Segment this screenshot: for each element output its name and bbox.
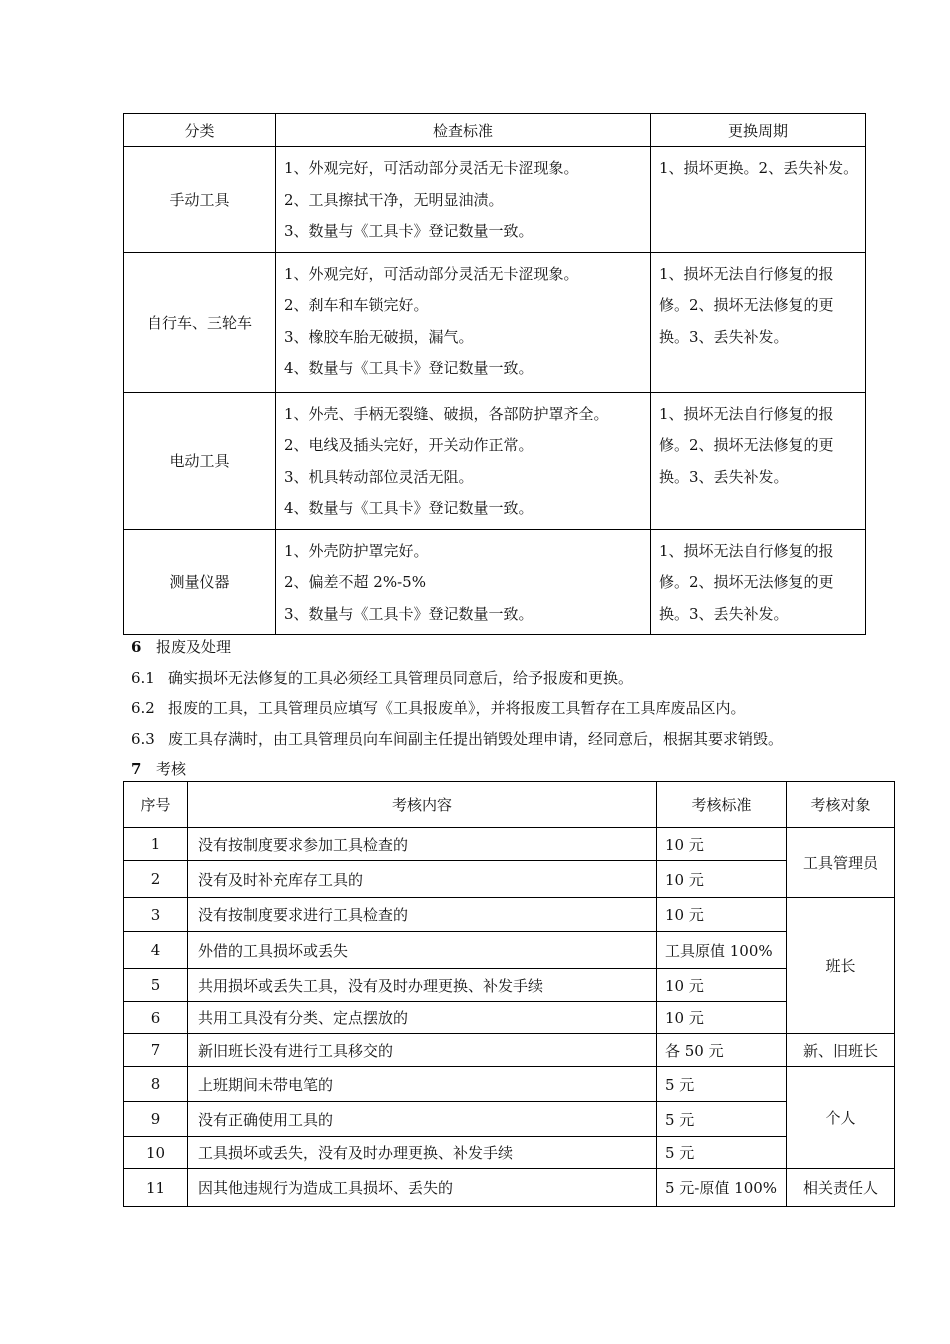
section-heading bbox=[131, 632, 871, 663]
assessment-table bbox=[123, 781, 895, 1207]
table-row bbox=[124, 1002, 895, 1034]
content-cell: 没有正确使用工具的 bbox=[188, 1102, 657, 1137]
clause-text: 报废的工具，工具管理员应填写《工具报废单》，并将报废工具暂存在工具库废品区内。 bbox=[168, 699, 746, 717]
cycle-line: 换。3、丢失补发。 bbox=[659, 604, 789, 623]
row-number: 2 bbox=[124, 861, 188, 898]
cycle-line: 换。3、丢失补发。 bbox=[659, 467, 789, 486]
standard-line: 1、外壳防护罩完好。 bbox=[284, 541, 429, 560]
standard-line: 3、数量与《工具卡》登记数量一致。 bbox=[284, 222, 534, 240]
standard-line: 1、外观完好，可活动部分灵活无卡涩现象。 bbox=[284, 159, 579, 177]
cycle-line: 1、损坏无法自行修复的报 bbox=[659, 541, 834, 560]
row-number: 7 bbox=[124, 1034, 188, 1067]
target-cell: 工具管理员 bbox=[787, 828, 895, 898]
cycle-cell bbox=[651, 252, 866, 392]
standard-line: 1、外观完好，可活动部分灵活无卡涩现象。 bbox=[284, 264, 579, 283]
cycle-line: 1、损坏更换。2、丢失补发。 bbox=[659, 159, 859, 177]
clause-number: 6.2 bbox=[131, 699, 155, 717]
standard-line: 4、数量与《工具卡》登记数量一致。 bbox=[284, 499, 534, 517]
table-row bbox=[124, 932, 895, 969]
cycle-cell bbox=[651, 529, 866, 635]
table-row bbox=[124, 1169, 895, 1207]
standard-cell: 10 元 bbox=[657, 898, 787, 932]
column-header: 更换周期 bbox=[651, 114, 866, 147]
category-cell: 测量仪器 bbox=[124, 529, 276, 635]
column-header: 分类 bbox=[124, 114, 276, 147]
section-title: 考核 bbox=[156, 760, 187, 778]
category-cell: 手动工具 bbox=[124, 147, 276, 253]
section-heading bbox=[131, 754, 871, 785]
target-cell: 班长 bbox=[787, 898, 895, 1034]
standard-cell: 10 元 bbox=[657, 969, 787, 1002]
cycle-cell bbox=[651, 392, 866, 529]
standard-cell: 5 元 bbox=[657, 1102, 787, 1137]
target-cell: 新、旧班长 bbox=[787, 1034, 895, 1067]
paragraph bbox=[131, 663, 871, 694]
standard-cell: 5 元-原值 100% bbox=[657, 1169, 787, 1207]
cycle-line: 换。3、丢失补发。 bbox=[659, 327, 789, 346]
scrap-section bbox=[131, 632, 871, 785]
table-header-row bbox=[124, 114, 866, 147]
table-row bbox=[124, 861, 895, 898]
column-header: 考核标准 bbox=[657, 782, 787, 828]
content-cell: 上班期间未带电笔的 bbox=[188, 1067, 657, 1102]
inspection-table bbox=[123, 113, 866, 635]
column-header: 考核对象 bbox=[787, 782, 895, 828]
standard-cell: 10 元 bbox=[657, 828, 787, 861]
standard-line: 2、偏差不超 2%-5% bbox=[284, 573, 426, 591]
standard-line: 4、数量与《工具卡》登记数量一致。 bbox=[284, 359, 534, 377]
content-cell: 共用工具没有分类、定点摆放的 bbox=[188, 1002, 657, 1034]
content-cell: 没有及时补充库存工具的 bbox=[188, 861, 657, 898]
standard-cell bbox=[276, 147, 651, 253]
clause-number: 6.3 bbox=[131, 729, 155, 748]
standard-line: 3、数量与《工具卡》登记数量一致。 bbox=[284, 604, 534, 623]
table-row bbox=[124, 828, 895, 861]
row-number: 6 bbox=[124, 1002, 188, 1034]
section-number: 6 bbox=[131, 638, 142, 656]
table-row bbox=[124, 1067, 895, 1102]
cycle-line: 修。2、损坏无法修复的更 bbox=[659, 573, 834, 591]
row-number: 10 bbox=[124, 1137, 188, 1169]
target-cell: 相关责任人 bbox=[787, 1169, 895, 1207]
standard-cell bbox=[276, 392, 651, 529]
table-row bbox=[124, 898, 895, 932]
paragraph bbox=[131, 724, 871, 755]
row-number: 4 bbox=[124, 932, 188, 969]
standard-cell: 10 元 bbox=[657, 1002, 787, 1034]
row-number: 3 bbox=[124, 898, 188, 932]
cycle-cell bbox=[651, 147, 866, 253]
row-number: 11 bbox=[124, 1169, 188, 1207]
column-header: 序号 bbox=[124, 782, 188, 828]
section-number: 7 bbox=[131, 760, 142, 778]
column-header: 检查标准 bbox=[276, 114, 651, 147]
column-header: 考核内容 bbox=[188, 782, 657, 828]
table-row bbox=[124, 1137, 895, 1169]
table-row bbox=[124, 252, 866, 392]
table-row bbox=[124, 1034, 895, 1067]
cycle-line: 修。2、损坏无法修复的更 bbox=[659, 436, 834, 454]
table-row bbox=[124, 1102, 895, 1137]
cycle-line: 1、损坏无法自行修复的报 bbox=[659, 404, 834, 423]
standard-cell: 5 元 bbox=[657, 1137, 787, 1169]
section-title: 报废及处理 bbox=[156, 638, 232, 656]
standard-cell: 5 元 bbox=[657, 1067, 787, 1102]
standard-line: 2、刹车和车锁完好。 bbox=[284, 296, 429, 314]
cycle-line: 修。2、损坏无法修复的更 bbox=[659, 296, 834, 314]
clause-number: 6.1 bbox=[131, 668, 155, 687]
category-cell: 电动工具 bbox=[124, 392, 276, 529]
standard-cell: 10 元 bbox=[657, 861, 787, 898]
content-cell: 共用损坏或丢失工具，没有及时办理更换、补发手续 bbox=[188, 969, 657, 1002]
content-cell: 没有按制度要求参加工具检查的 bbox=[188, 828, 657, 861]
standard-line: 3、橡胶车胎无破损，漏气。 bbox=[284, 327, 474, 346]
standard-line: 1、外壳、手柄无裂缝、破损，各部防护罩齐全。 bbox=[284, 404, 609, 423]
standard-line: 2、工具擦拭干净，无明显油渍。 bbox=[284, 190, 504, 209]
category-cell: 自行车、三轮车 bbox=[124, 252, 276, 392]
content-cell: 因其他违规行为造成工具损坏、丢失的 bbox=[188, 1169, 657, 1207]
clause-text: 确实损坏无法修复的工具必须经工具管理员同意后，给予报废和更换。 bbox=[168, 668, 634, 687]
table-row bbox=[124, 392, 866, 529]
standard-line: 2、电线及插头完好，开关动作正常。 bbox=[284, 436, 534, 454]
paragraph bbox=[131, 693, 871, 724]
row-number: 1 bbox=[124, 828, 188, 861]
standard-cell: 工具原值 100% bbox=[657, 932, 787, 969]
row-number: 9 bbox=[124, 1102, 188, 1137]
content-cell: 没有按制度要求进行工具检查的 bbox=[188, 898, 657, 932]
row-number: 8 bbox=[124, 1067, 188, 1102]
standard-line: 3、机具转动部位灵活无阻。 bbox=[284, 467, 474, 486]
standard-cell bbox=[276, 252, 651, 392]
content-cell: 新旧班长没有进行工具移交的 bbox=[188, 1034, 657, 1067]
target-cell: 个人 bbox=[787, 1067, 895, 1169]
cycle-line: 1、损坏无法自行修复的报 bbox=[659, 264, 834, 283]
table-row bbox=[124, 529, 866, 635]
clause-text: 废工具存满时，由工具管理员向车间副主任提出销毁处理申请，经同意后，根据其要求销毁。 bbox=[168, 729, 784, 748]
standard-cell: 各 50 元 bbox=[657, 1034, 787, 1067]
content-cell: 外借的工具损坏或丢失 bbox=[188, 932, 657, 969]
table-header-row bbox=[124, 782, 895, 828]
table-row bbox=[124, 969, 895, 1002]
content-cell: 工具损坏或丢失，没有及时办理更换、补发手续 bbox=[188, 1137, 657, 1169]
standard-cell bbox=[276, 529, 651, 635]
table-row bbox=[124, 147, 866, 253]
row-number: 5 bbox=[124, 969, 188, 1002]
